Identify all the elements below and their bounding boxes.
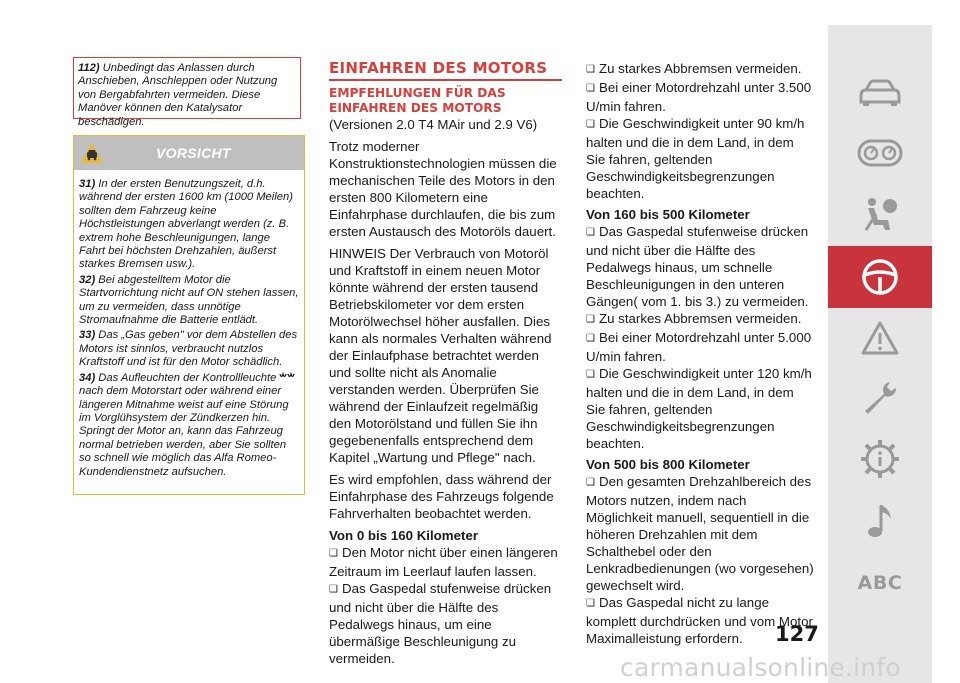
caution-item bbox=[79, 329, 299, 369]
list-item: ❏ Das Gaspedal nicht zu lange komplett durchdrücken und vom Motor Maximalleistung erfordern. bbox=[586, 594, 816, 647]
list-item: ❏ Zu starkes Abbremsen vermeiden. bbox=[586, 310, 816, 329]
paragraph-hinweis: HINWEIS Der Verbrauch von Motoröl und Kraftstoff in einem neuen Motor könnte während der ersten tausend Betriebskilometer vor dem ersten Motorölwechsel höher ausfallen. Dies kann als normales Verhalten während der Einlaufphase betrachtet werden und sollte nicht als Anomalie verstanden werden. Überprüfen Sie während der Einlaufzeit regelmäßig den Motorölstand und füllen Sie ihn gegebenenfalls entsprechend dem Kapitel „Wartung und Pflege" nach. bbox=[329, 246, 552, 465]
caution-item-text: Das Aufleuchten der Kontrollleuchte bbox=[98, 371, 277, 384]
range-heading-0-160: Von 0 bis 160 Kilometer bbox=[329, 528, 479, 543]
caution-item-number: 31) bbox=[79, 178, 96, 190]
page-number: 127 bbox=[775, 622, 819, 646]
caution-item bbox=[79, 178, 299, 272]
main-column-left bbox=[329, 60, 562, 667]
car-icon[interactable] bbox=[828, 62, 932, 124]
glow-plug-icon bbox=[279, 372, 295, 384]
caution-item-text: Das „Gas geben" vor dem Abstellen des Motors ist sinnlos, verbraucht nutzlos Kraftstoff und ist für den Motor schädlich. bbox=[79, 329, 298, 369]
range-heading-160-500: Von 160 bis 500 Kilometer bbox=[586, 207, 750, 222]
warning-triangle-icon[interactable] bbox=[828, 307, 932, 369]
warning-note-112 bbox=[73, 57, 301, 128]
caution-item-number: 32) bbox=[79, 273, 96, 286]
gear-info-icon[interactable] bbox=[828, 428, 932, 490]
abc-index-icon[interactable] bbox=[828, 552, 932, 614]
list-item: ❏ Den gesamten Drehzahlbereich des Motors nutzen, indem nach Möglichkeit manuell, sequentiell in die höheren Drehzahlen mit dem Schalthebel oder den Lenkradbedienungen (wo vorgesehen) gewechselt wird. bbox=[586, 473, 816, 594]
list-item: ❏ Die Geschwindigkeit unter 90 km/h halten und die in dem Land, in dem Sie fahren, geltenden Geschwindigkeitsbegrenzungen beachten. bbox=[586, 115, 816, 202]
caution-item bbox=[79, 372, 299, 479]
music-note-icon[interactable] bbox=[828, 490, 932, 552]
range-heading-500-800: Von 500 bis 800 Kilometer bbox=[586, 457, 750, 472]
warning-text: Unbedingt das Anlassen durch Anschieben, Anschleppen oder Nutzung von Bergabfahrten vermeiden. Diese Manöver können den Katalysator beschädigen. bbox=[78, 62, 278, 128]
versions-note: (Versionen 2.0 T4 MAir und 2.9 V6) bbox=[329, 117, 538, 132]
steering-wheel-icon[interactable] bbox=[828, 246, 932, 308]
list-item: ❏ Das Gaspedal stufenweise drücken und nicht über die Hälfte des Pedalwegs hinaus, um eine übermäßige Beschleunigung zu vermeiden. bbox=[329, 580, 562, 667]
list-item: ❏ Das Gaspedal stufenweise drücken und nicht über die Hälfte des Pedalwegs hinaus, um schnelle Beschleunigungen in den unteren Gängen( vom 1. bis 3.) zu vermeiden. bbox=[586, 223, 816, 310]
section-heading: EINFAHREN DES MOTORS bbox=[329, 60, 562, 81]
caution-item-text: Bei abgestelltem Motor die Startvorrichtung nicht auf ON stehen lassen, um zu vermeiden, dass unnötige Stromaufnahme die Batterie entlädt. bbox=[79, 273, 299, 327]
paragraph: Trotz moderner Konstruktionstechnologien müssen die mechanischen Teile des Motors in den ersten 800 Kilometern eine Einfahrphase durchlaufen, die bis zum ersten Austausch des Motoröls dauert. bbox=[329, 139, 557, 239]
dashboard-gauges-icon[interactable] bbox=[828, 122, 932, 184]
abc-label: ABC bbox=[857, 572, 903, 594]
list-item: ❏ Bei einer Motordrehzahl unter 5.000 U/min fahren. bbox=[586, 329, 816, 365]
list-item: ❏ Die Geschwindigkeit unter 120 km/h halten und die in dem Land, in dem Sie fahren, geltenden Geschwindigkeitsbegrenzungen beachten. bbox=[586, 365, 816, 452]
caution-item-text: In der ersten Benutzungszeit, d.h. während der ersten 1600 km (1000 Meilen) sollten dem Fahrzeug keine Höchstleistungen abverlangt werden (z. B. extrem hohe Beschleunigungen, lange Fahrt bei höchsten Drehzahlen, äußerst starkes Bremsen usw.). bbox=[79, 178, 293, 271]
caution-header bbox=[74, 136, 304, 170]
chapter-sidebar bbox=[828, 25, 932, 683]
subsection-heading: EMPFEHLUNGEN FÜR DAS EINFAHREN DES MOTORS bbox=[329, 86, 506, 115]
caution-item bbox=[79, 274, 299, 328]
caution-body bbox=[74, 170, 304, 479]
caution-item-text-continued: nach dem Motorstart oder während einer längeren Mitnahme weist auf eine Störung im Vorglühsystem der Zündkerzen hin. Springt der Motor an, kann das Fahrzeug normal betrieben werden, aber Sie sollten so schnell wie möglich das Alfa Romeo-Kundendienstnetz aufsuchen. bbox=[79, 385, 289, 478]
list-item: ❏ Bei einer Motordrehzahl unter 3.500 U/min fahren. bbox=[586, 79, 816, 115]
caution-item-number: 34) bbox=[79, 371, 96, 384]
warning-number: 112) bbox=[78, 62, 100, 74]
list-item: ❏ Den Motor nicht über einen längeren Zeitraum im Leerlauf laufen lassen. bbox=[329, 544, 562, 580]
car-caution-icon bbox=[80, 142, 104, 169]
airbag-seat-icon[interactable] bbox=[828, 183, 932, 245]
caution-title: VORSICHT bbox=[156, 145, 231, 161]
main-column-right bbox=[586, 60, 816, 647]
paragraph: Es wird empfohlen, dass während der Einfahrphase des Fahrzeugs folgende Fahrverhalten beobachtet werden. bbox=[329, 472, 554, 521]
list-item: ❏ Zu starkes Abbremsen vermeiden. bbox=[586, 60, 816, 79]
watermark: carmanualsonline.info bbox=[620, 653, 901, 682]
caution-item-number: 33) bbox=[79, 329, 96, 342]
wrench-icon[interactable] bbox=[828, 367, 932, 429]
caution-box bbox=[73, 135, 305, 495]
